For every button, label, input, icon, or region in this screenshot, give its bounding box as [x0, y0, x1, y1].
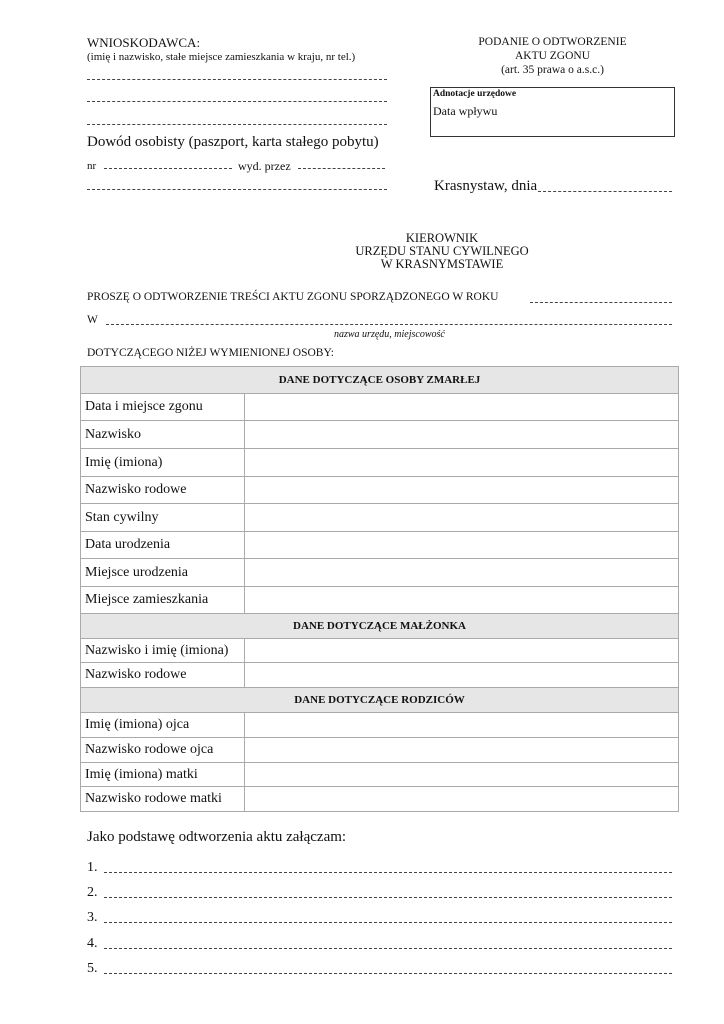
form-title [430, 35, 675, 77]
form-title-line-1: PODANIE O ODTWORZENIE [478, 36, 627, 48]
table-row [81, 449, 679, 477]
table-row [81, 532, 679, 559]
table-row [81, 587, 679, 614]
table-header-row [81, 688, 679, 713]
row-label: Nazwisko rodowe ojca [81, 738, 245, 763]
recipient-line-3: W KRASNYMSTAWIE [380, 257, 504, 271]
annotations-title: Adnotacje urzędowe [433, 89, 517, 99]
mother-maiden-name-field[interactable] [245, 787, 679, 812]
table-row [81, 394, 679, 421]
applicant-line-2[interactable] [87, 101, 387, 102]
office-w-label: W [87, 314, 98, 326]
birth-place-field[interactable] [245, 559, 679, 587]
office-hint: nazwa urzędu, miejscowość [334, 329, 445, 340]
death-date-place-field[interactable] [245, 394, 679, 421]
table-header-row [81, 367, 679, 394]
first-names-field[interactable] [245, 449, 679, 477]
row-label: Miejsce zamieszkania [81, 587, 245, 614]
form-title-line-3: (art. 35 prawa o a.s.c.) [501, 64, 604, 76]
table-row [81, 421, 679, 449]
official-annotations-box [430, 87, 675, 137]
id-number-field[interactable] [104, 168, 232, 169]
applicant-label: WNIOSKODAWCA: [87, 35, 201, 50]
id-document-extra-line[interactable] [87, 189, 387, 190]
recipient-line-2: URZĘDU STANU CYWILNEGO [355, 244, 529, 258]
row-label: Imię (imiona) [81, 449, 245, 477]
row-label: Imię (imiona) matki [81, 763, 245, 787]
request-text: PROSZĘ O ODTWORZENIE TREŚCI AKTU ZGONU SPORZĄDZONEGO W ROKU [87, 291, 499, 303]
row-label: Data i miejsce zgonu [81, 394, 245, 421]
table-row [81, 504, 679, 532]
id-number-label: nr [87, 160, 97, 172]
applicant-line-1[interactable] [87, 79, 387, 80]
attachment-number: 1. [87, 860, 98, 875]
spouse-section-header: DANE DOTYCZĄCE MAŁŻONKA [81, 614, 679, 639]
table-row [81, 713, 679, 738]
attachment-number: 5. [87, 961, 98, 976]
date-received-label: Data wpływu [433, 104, 498, 118]
issued-by-field[interactable] [298, 168, 385, 169]
recipient-block [200, 232, 684, 271]
attachment-number: 2. [87, 885, 98, 900]
surname-field[interactable] [245, 421, 679, 449]
office-field[interactable] [106, 324, 672, 325]
father-maiden-name-field[interactable] [245, 738, 679, 763]
attachment-field-5[interactable] [104, 973, 672, 974]
spouse-name-field[interactable] [245, 639, 679, 663]
marital-status-field[interactable] [245, 504, 679, 532]
parents-section-header: DANE DOTYCZĄCE RODZICÓW [81, 688, 679, 713]
attachment-field-4[interactable] [104, 948, 672, 949]
row-label: Imię (imiona) ojca [81, 713, 245, 738]
table-row [81, 763, 679, 787]
row-label: Nazwisko [81, 421, 245, 449]
attachment-number: 3. [87, 910, 98, 925]
table-row [81, 639, 679, 663]
attachment-field-2[interactable] [104, 897, 672, 898]
mother-first-names-field[interactable] [245, 763, 679, 787]
attachment-field-3[interactable] [104, 922, 672, 923]
applicant-line-3[interactable] [87, 124, 387, 125]
date-field[interactable] [538, 191, 672, 192]
concerning-text: DOTYCZĄCEGO NIŻEJ WYMIENIONEJ OSOBY: [87, 347, 334, 359]
issued-by-label: wyd. przez [238, 159, 291, 173]
spouse-maiden-name-field[interactable] [245, 663, 679, 688]
row-label: Nazwisko rodowe matki [81, 787, 245, 812]
row-label: Nazwisko i imię (imiona) [81, 639, 245, 663]
row-label: Stan cywilny [81, 504, 245, 532]
row-label: Miejsce urodzenia [81, 559, 245, 587]
table-row [81, 738, 679, 763]
table-row [81, 787, 679, 812]
id-document-label: Dowód osobisty (paszport, karta stałego pobytu) [87, 134, 379, 150]
row-label: Nazwisko rodowe [81, 663, 245, 688]
table-row [81, 477, 679, 504]
residence-field[interactable] [245, 587, 679, 614]
row-label: Nazwisko rodowe [81, 477, 245, 504]
attachment-field-1[interactable] [104, 872, 672, 873]
deceased-section-header: DANE DOTYCZĄCE OSOBY ZMARŁEJ [81, 367, 679, 394]
father-first-names-field[interactable] [245, 713, 679, 738]
form-title-line-2: AKTU ZGONU [514, 50, 591, 62]
applicant-hint: (imię i nazwisko, stałe miejsce zamieszkania w kraju, nr tel.) [87, 51, 356, 63]
person-data-table [80, 366, 679, 812]
attachments-intro: Jako podstawę odtworzenia aktu załączam: [87, 829, 347, 845]
attachment-number: 4. [87, 936, 98, 951]
row-label: Data urodzenia [81, 532, 245, 559]
maiden-name-field[interactable] [245, 477, 679, 504]
table-row [81, 559, 679, 587]
place-date-label: Krasnystaw, dnia [434, 178, 538, 194]
table-row [81, 663, 679, 688]
year-field[interactable] [530, 302, 672, 303]
recipient-line-1: KIEROWNIK [405, 231, 479, 245]
birth-date-field[interactable] [245, 532, 679, 559]
table-header-row [81, 614, 679, 639]
